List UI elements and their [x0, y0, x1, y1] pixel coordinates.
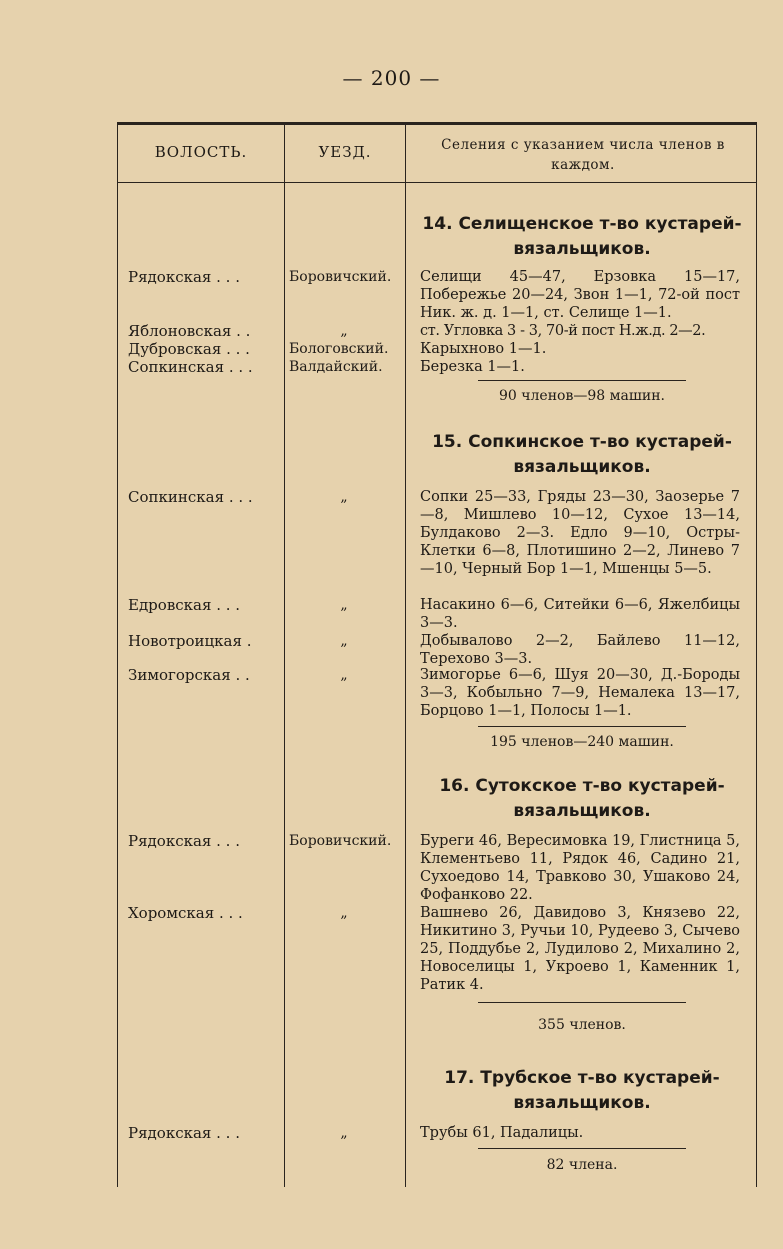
settlement-list: Трубы 61, Падалицы.: [420, 1125, 584, 1141]
header-uezd: УЕЗД.: [318, 143, 372, 161]
volost-name: Рядокская . . .: [128, 832, 240, 850]
column-divider-1: [284, 122, 285, 1187]
section-title: 17. Трубское т-во кустарей-вязальщиков.: [444, 1068, 720, 1113]
settlement-list: Карыхново 1—1.: [420, 341, 547, 357]
volost-name: Сопкинская . . .: [128, 488, 253, 506]
section-title: 14. Селищенское т-во кустарей-вязальщиков.: [422, 214, 742, 259]
uezd-name: Бологовский.: [289, 341, 389, 357]
volost-name: Едровская . . .: [128, 596, 241, 614]
settlement-list: ст. Угловка 3 - 3, 70-й пост Н.ж.д. 2—2.: [420, 323, 706, 339]
uezd-ditto: „: [340, 323, 348, 339]
section-title: 15. Сопкинское т-во кустарей-вязальщиков.: [432, 432, 732, 477]
header-settlements: Селения с указанием числа членов в каждом.: [441, 137, 725, 173]
settlement-list: Буреги 46, Вересимовка 19, Глистница 5, Клементьево 11, Рядок 46, Садино 21, Сухоедово 14, Травково 30, Ушаково 24, Фофанково 22.: [420, 833, 740, 903]
volost-name: Хоромская . . .: [128, 904, 243, 922]
volost-name: Новотроицкая .: [128, 632, 252, 650]
volost-name: Рядокская . . .: [128, 268, 240, 286]
uezd-ditto: „: [340, 667, 348, 683]
section-total: 355 членов.: [538, 1017, 626, 1033]
volost-name: Яблоновская . .: [128, 322, 251, 340]
total-rule: [478, 1002, 686, 1003]
header-divider: [117, 182, 757, 183]
settlement-list: Насакино 6—6, Ситейки 6—6, Яжелбицы 3—3.: [420, 597, 740, 631]
total-rule: [478, 1148, 686, 1149]
uezd-name: Боровичский.: [289, 833, 392, 849]
settlement-list: Вашнево 26, Давидово 3, Князево 22, Никитино 3, Ручьи 10, Рудеево 3, Сычево 25, Поддубье 2, Лудилово 2, Михалино 2, Новоселицы 1, Укроево 1, Каменник 1, Ратик 4.: [420, 905, 740, 993]
settlement-list: Добывалово 2—2, Байлево 11—12, Терехово 3—3.: [420, 633, 740, 667]
volost-name: Рядокская . . .: [128, 1124, 240, 1142]
total-rule: [478, 726, 686, 727]
page-number: — 200 —: [342, 66, 441, 90]
settlement-list: Селищи 45—47, Ерзовка 15—17, Побережье 20—24, Звон 1—1, 72-ой пост Ник. ж. д. 1—1, ст. Селище 1—1.: [420, 269, 740, 321]
uezd-ditto: „: [340, 489, 348, 505]
section-title: 16. Сутокское т-во кустарей-вязальщиков.: [439, 776, 725, 821]
settlement-list: Сопки 25—33, Гряды 23—30, Заозерье 7—8, Мишлево 10—12, Сухое 13—14, Булдаково 2—3. Едло 9—10, Остры-Клетки 6—8, Плотишино 2—2, Линево 7—10, Черный Бор 1—1, Мшенцы 5—5.: [420, 489, 740, 577]
uezd-ditto: „: [340, 1125, 348, 1141]
section-total: 82 члена.: [546, 1157, 618, 1173]
total-rule: [478, 380, 686, 381]
table-border-left: [117, 122, 118, 1187]
uezd-name: Боровичский.: [289, 269, 392, 285]
section-total: 90 членов—98 машин.: [499, 388, 665, 404]
section-total: 195 членов—240 машин.: [490, 734, 674, 750]
uezd-ditto: „: [340, 597, 348, 613]
settlement-list: Березка 1—1.: [420, 359, 525, 375]
volost-name: Дубровская . . .: [128, 340, 250, 358]
uezd-ditto: „: [340, 633, 348, 649]
header-volost: ВОЛОСТЬ.: [154, 143, 248, 161]
volost-name: Зимогорская . .: [128, 666, 250, 684]
uezd-name: Валдайский.: [289, 359, 383, 375]
settlement-list: Зимогорье 6—6, Шуя 20—30, Д.-Бороды 3—3, Кобыльно 7—9, Немалека 13—17, Борцово 1—1, Полосы 1—1.: [420, 667, 740, 719]
uezd-ditto: „: [340, 905, 348, 921]
table-border-right: [756, 122, 757, 1187]
volost-name: Сопкинская . . .: [128, 358, 253, 376]
